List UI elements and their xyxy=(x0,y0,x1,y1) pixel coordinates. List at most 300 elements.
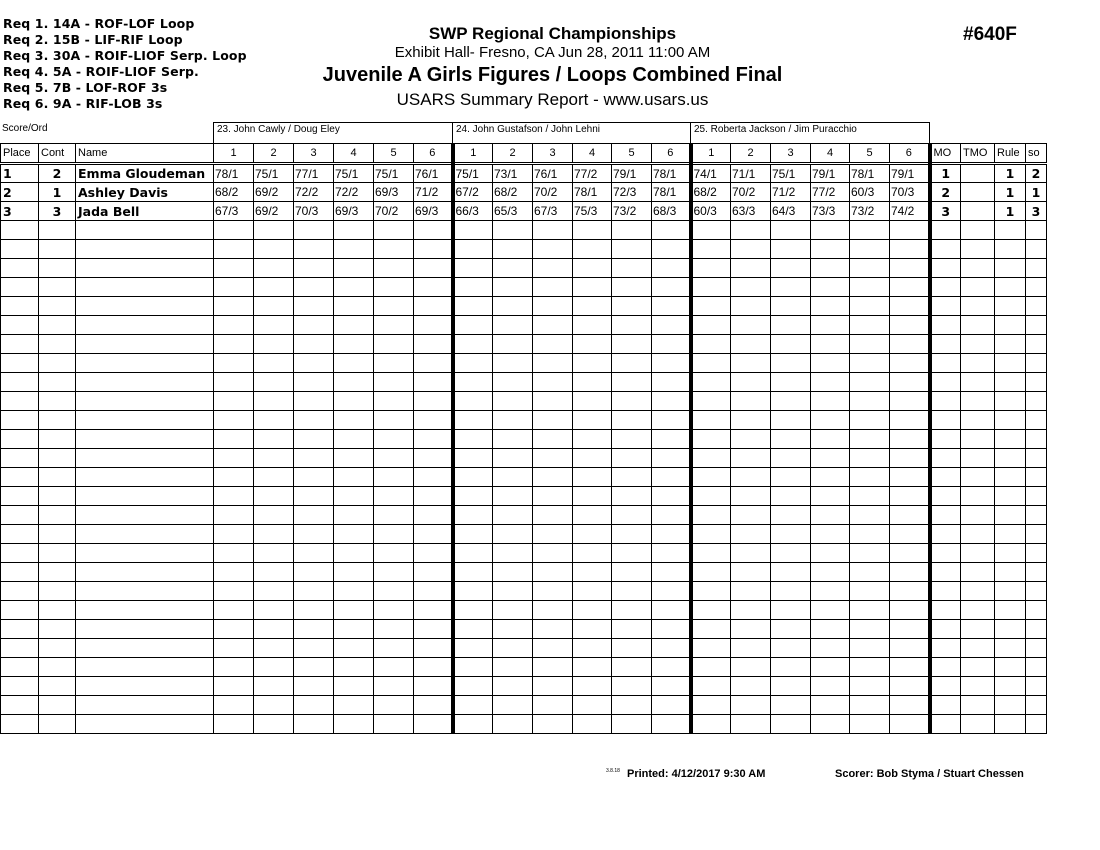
empty-cell xyxy=(890,715,930,734)
empty-cell xyxy=(1026,487,1047,506)
empty-cell xyxy=(294,715,334,734)
score-cell: 78/1 xyxy=(850,164,890,183)
empty-cell xyxy=(1026,639,1047,658)
empty-cell xyxy=(811,544,850,563)
empty-cell xyxy=(334,411,374,430)
empty-cell xyxy=(39,601,76,620)
empty-cell xyxy=(493,715,533,734)
empty-cell xyxy=(573,639,612,658)
empty-cell xyxy=(731,297,771,316)
empty-cell xyxy=(961,449,995,468)
empty-cell xyxy=(890,468,930,487)
header-row xyxy=(1,144,1047,164)
empty-cell xyxy=(493,506,533,525)
empty-cell xyxy=(1026,582,1047,601)
empty-cell xyxy=(995,240,1026,259)
empty-cell xyxy=(76,373,214,392)
empty-cell xyxy=(930,639,961,658)
empty-cell xyxy=(961,525,995,544)
empty-cell xyxy=(374,449,414,468)
empty-cell xyxy=(930,506,961,525)
empty-cell xyxy=(691,259,731,278)
empty-cell xyxy=(214,221,254,240)
empty-cell xyxy=(573,392,612,411)
score-cell: 68/2 xyxy=(691,183,731,202)
empty-cell xyxy=(453,354,493,373)
empty-cell xyxy=(214,335,254,354)
empty-cell xyxy=(771,715,811,734)
empty-cell xyxy=(930,278,961,297)
empty-cell xyxy=(1026,715,1047,734)
empty-cell xyxy=(254,449,294,468)
empty-cell xyxy=(294,430,334,449)
empty-cell xyxy=(493,278,533,297)
empty-cell xyxy=(612,582,652,601)
empty-cell xyxy=(961,240,995,259)
score-cell: 75/1 xyxy=(334,164,374,183)
rule-cell: 1 xyxy=(995,202,1026,221)
empty-cell xyxy=(214,544,254,563)
empty-cell xyxy=(493,582,533,601)
empty-cell xyxy=(691,563,731,582)
empty-cell xyxy=(731,354,771,373)
empty-cell xyxy=(961,601,995,620)
empty-cell xyxy=(652,601,691,620)
empty-cell xyxy=(294,506,334,525)
empty-cell xyxy=(214,677,254,696)
empty-cell xyxy=(731,259,771,278)
empty-cell xyxy=(453,677,493,696)
empty-cell xyxy=(1026,240,1047,259)
cont-cell: 1 xyxy=(39,183,76,202)
empty-cell xyxy=(254,240,294,259)
score-cell: 79/1 xyxy=(811,164,850,183)
col-header-j3-fig5: 5 xyxy=(850,144,890,164)
empty-cell xyxy=(890,582,930,601)
empty-cell xyxy=(930,525,961,544)
empty-cell xyxy=(414,696,453,715)
col-header-name: Name xyxy=(76,144,214,164)
empty-cell xyxy=(76,392,214,411)
empty-cell xyxy=(533,240,573,259)
score-cell: 78/1 xyxy=(214,164,254,183)
empty-cell xyxy=(453,525,493,544)
event-title: Juvenile A Girls Figures / Loops Combined Final xyxy=(322,64,783,86)
empty-cell xyxy=(612,715,652,734)
empty-cell xyxy=(771,620,811,639)
empty-cell xyxy=(612,373,652,392)
empty-cell xyxy=(850,335,890,354)
empty-cell xyxy=(76,563,214,582)
empty-cell xyxy=(573,335,612,354)
empty-cell xyxy=(214,449,254,468)
empty-cell xyxy=(1,354,39,373)
empty-cell xyxy=(771,468,811,487)
empty-cell xyxy=(39,221,76,240)
empty-cell xyxy=(493,487,533,506)
so-cell: 2 xyxy=(1026,164,1047,183)
requirement-item: Req 2. 15B - LIF-RIF Loop xyxy=(3,32,183,47)
empty-cell xyxy=(573,563,612,582)
empty-cell xyxy=(961,316,995,335)
empty-cell xyxy=(811,240,850,259)
empty-cell xyxy=(374,658,414,677)
empty-cell xyxy=(995,411,1026,430)
empty-cell xyxy=(890,297,930,316)
empty-cell xyxy=(414,373,453,392)
empty-cell xyxy=(691,430,731,449)
empty-cell xyxy=(453,430,493,449)
empty-cell xyxy=(652,316,691,335)
score-cell: 77/2 xyxy=(573,164,612,183)
empty-cell xyxy=(254,601,294,620)
empty-cell xyxy=(930,563,961,582)
empty-cell xyxy=(731,335,771,354)
empty-cell xyxy=(294,373,334,392)
empty-cell xyxy=(731,411,771,430)
empty-cell xyxy=(573,696,612,715)
score-cell: 72/3 xyxy=(612,183,652,202)
table-row xyxy=(1,183,1047,202)
col-header-j1-fig3: 3 xyxy=(294,144,334,164)
empty-cell xyxy=(691,316,731,335)
empty-row xyxy=(1,316,1047,335)
empty-cell xyxy=(930,582,961,601)
empty-cell xyxy=(731,373,771,392)
empty-cell xyxy=(334,278,374,297)
rule-cell: 1 xyxy=(995,164,1026,183)
empty-cell xyxy=(811,297,850,316)
empty-cell xyxy=(691,449,731,468)
empty-cell xyxy=(890,221,930,240)
empty-cell xyxy=(533,544,573,563)
empty-cell xyxy=(573,544,612,563)
empty-cell xyxy=(214,278,254,297)
empty-cell xyxy=(961,506,995,525)
empty-row xyxy=(1,677,1047,696)
empty-cell xyxy=(414,278,453,297)
empty-cell xyxy=(691,658,731,677)
empty-cell xyxy=(294,677,334,696)
empty-cell xyxy=(771,544,811,563)
empty-cell xyxy=(493,563,533,582)
empty-cell xyxy=(414,316,453,335)
empty-cell xyxy=(731,278,771,297)
empty-row xyxy=(1,392,1047,411)
empty-cell xyxy=(254,411,294,430)
empty-cell xyxy=(652,373,691,392)
score-cell: 69/2 xyxy=(254,183,294,202)
score-cell: 78/1 xyxy=(573,183,612,202)
empty-cell xyxy=(811,639,850,658)
empty-cell xyxy=(294,601,334,620)
rule-cell: 1 xyxy=(995,183,1026,202)
empty-cell xyxy=(731,620,771,639)
col-header-j3-fig1: 1 xyxy=(691,144,731,164)
empty-cell xyxy=(771,525,811,544)
empty-cell xyxy=(573,221,612,240)
col-header-j3-fig4: 4 xyxy=(811,144,850,164)
empty-cell xyxy=(890,411,930,430)
empty-cell xyxy=(254,354,294,373)
empty-cell xyxy=(453,297,493,316)
empty-cell xyxy=(1026,696,1047,715)
empty-cell xyxy=(76,582,214,601)
empty-cell xyxy=(850,601,890,620)
empty-cell xyxy=(850,487,890,506)
empty-cell xyxy=(995,563,1026,582)
empty-cell xyxy=(995,392,1026,411)
empty-cell xyxy=(995,278,1026,297)
empty-cell xyxy=(1,620,39,639)
empty-cell xyxy=(850,582,890,601)
empty-cell xyxy=(334,373,374,392)
empty-cell xyxy=(414,582,453,601)
empty-cell xyxy=(961,278,995,297)
empty-cell xyxy=(1,582,39,601)
empty-row xyxy=(1,658,1047,677)
empty-cell xyxy=(961,639,995,658)
col-header-j2-fig4: 4 xyxy=(573,144,612,164)
empty-cell xyxy=(374,620,414,639)
empty-cell xyxy=(254,278,294,297)
empty-cell xyxy=(453,601,493,620)
empty-cell xyxy=(254,335,294,354)
empty-cell xyxy=(254,696,294,715)
empty-cell xyxy=(612,639,652,658)
empty-cell xyxy=(493,658,533,677)
score-cell: 77/2 xyxy=(811,183,850,202)
empty-cell xyxy=(890,392,930,411)
empty-cell xyxy=(334,563,374,582)
empty-cell xyxy=(930,487,961,506)
empty-cell xyxy=(1,563,39,582)
empty-cell xyxy=(1026,259,1047,278)
empty-cell xyxy=(691,221,731,240)
empty-cell xyxy=(374,563,414,582)
empty-cell xyxy=(691,411,731,430)
empty-cell xyxy=(533,392,573,411)
col-header-j3-fig6: 6 xyxy=(890,144,930,164)
empty-cell xyxy=(414,335,453,354)
empty-cell xyxy=(214,525,254,544)
empty-cell xyxy=(771,411,811,430)
empty-cell xyxy=(573,601,612,620)
empty-cell xyxy=(961,544,995,563)
empty-row xyxy=(1,221,1047,240)
empty-cell xyxy=(612,487,652,506)
empty-cell xyxy=(573,316,612,335)
empty-cell xyxy=(731,544,771,563)
empty-cell xyxy=(1,449,39,468)
empty-cell xyxy=(76,468,214,487)
empty-cell xyxy=(995,658,1026,677)
empty-row xyxy=(1,373,1047,392)
empty-cell xyxy=(573,620,612,639)
score-cell: 70/3 xyxy=(294,202,334,221)
empty-cell xyxy=(652,297,691,316)
score-cell: 72/2 xyxy=(294,183,334,202)
venue-datetime: Exhibit Hall- Fresno, CA Jun 28, 2011 11:00 AM xyxy=(394,44,711,61)
empty-cell xyxy=(995,715,1026,734)
empty-cell xyxy=(374,544,414,563)
empty-cell xyxy=(930,221,961,240)
empty-cell xyxy=(612,658,652,677)
empty-cell xyxy=(771,278,811,297)
empty-cell xyxy=(214,487,254,506)
empty-cell xyxy=(214,373,254,392)
empty-cell xyxy=(1,411,39,430)
empty-cell xyxy=(334,430,374,449)
empty-cell xyxy=(374,468,414,487)
empty-cell xyxy=(76,525,214,544)
empty-cell xyxy=(811,354,850,373)
empty-cell xyxy=(771,392,811,411)
empty-cell xyxy=(890,544,930,563)
empty-cell xyxy=(39,696,76,715)
empty-cell xyxy=(811,316,850,335)
cont-cell: 3 xyxy=(39,202,76,221)
empty-cell xyxy=(612,259,652,278)
empty-cell xyxy=(1026,620,1047,639)
empty-cell xyxy=(294,259,334,278)
empty-cell xyxy=(995,487,1026,506)
empty-cell xyxy=(453,487,493,506)
event-number: #640F xyxy=(963,24,1017,45)
empty-cell xyxy=(652,259,691,278)
empty-cell xyxy=(995,506,1026,525)
empty-cell xyxy=(414,468,453,487)
empty-cell xyxy=(76,696,214,715)
empty-cell xyxy=(414,449,453,468)
empty-cell xyxy=(731,316,771,335)
empty-cell xyxy=(414,658,453,677)
empty-cell xyxy=(374,221,414,240)
empty-cell xyxy=(612,563,652,582)
score-cell: 70/2 xyxy=(533,183,573,202)
empty-cell xyxy=(691,544,731,563)
requirement-item: Req 5. 7B - LOF-ROF 3s xyxy=(3,80,168,95)
empty-cell xyxy=(374,430,414,449)
empty-row xyxy=(1,430,1047,449)
empty-cell xyxy=(214,297,254,316)
empty-cell xyxy=(573,487,612,506)
empty-cell xyxy=(493,335,533,354)
requirement-item: Req 6. 9A - RIF-LOB 3s xyxy=(3,96,163,111)
empty-cell xyxy=(374,639,414,658)
empty-cell xyxy=(930,354,961,373)
empty-cell xyxy=(533,677,573,696)
empty-cell xyxy=(771,373,811,392)
empty-cell xyxy=(1026,392,1047,411)
empty-cell xyxy=(39,658,76,677)
empty-cell xyxy=(890,278,930,297)
empty-cell xyxy=(1,506,39,525)
col-header-j2-fig5: 5 xyxy=(612,144,652,164)
empty-cell xyxy=(731,658,771,677)
score-cell: 70/2 xyxy=(374,202,414,221)
score-cell: 74/1 xyxy=(691,164,731,183)
empty-cell xyxy=(731,677,771,696)
empty-cell xyxy=(254,677,294,696)
empty-cell xyxy=(691,354,731,373)
col-header-so: so xyxy=(1026,144,1047,164)
empty-cell xyxy=(850,354,890,373)
empty-cell xyxy=(533,221,573,240)
empty-cell xyxy=(453,715,493,734)
empty-cell xyxy=(374,487,414,506)
score-cell: 72/2 xyxy=(334,183,374,202)
empty-cell xyxy=(374,316,414,335)
empty-cell xyxy=(414,620,453,639)
empty-cell xyxy=(374,525,414,544)
empty-cell xyxy=(890,639,930,658)
empty-cell xyxy=(334,506,374,525)
empty-cell xyxy=(294,487,334,506)
empty-cell xyxy=(294,316,334,335)
score-cell: 73/2 xyxy=(612,202,652,221)
empty-cell xyxy=(890,601,930,620)
empty-cell xyxy=(414,639,453,658)
empty-cell xyxy=(76,620,214,639)
empty-cell xyxy=(890,525,930,544)
empty-cell xyxy=(294,525,334,544)
empty-cell xyxy=(254,373,294,392)
empty-cell xyxy=(890,373,930,392)
empty-cell xyxy=(76,639,214,658)
empty-cell xyxy=(414,544,453,563)
empty-cell xyxy=(771,677,811,696)
empty-cell xyxy=(890,259,930,278)
empty-cell xyxy=(334,658,374,677)
empty-cell xyxy=(850,506,890,525)
empty-cell xyxy=(930,430,961,449)
empty-cell xyxy=(995,639,1026,658)
empty-cell xyxy=(930,316,961,335)
empty-cell xyxy=(334,240,374,259)
empty-cell xyxy=(1026,544,1047,563)
empty-cell xyxy=(930,392,961,411)
empty-row xyxy=(1,620,1047,639)
cont-cell: 2 xyxy=(39,164,76,183)
empty-cell xyxy=(850,715,890,734)
empty-cell xyxy=(1,601,39,620)
empty-cell xyxy=(771,506,811,525)
empty-cell xyxy=(1,240,39,259)
empty-cell xyxy=(995,544,1026,563)
empty-cell xyxy=(890,316,930,335)
empty-cell xyxy=(39,677,76,696)
empty-cell xyxy=(334,601,374,620)
empty-cell xyxy=(731,449,771,468)
empty-cell xyxy=(573,658,612,677)
score-cell: 66/3 xyxy=(453,202,493,221)
empty-cell xyxy=(890,354,930,373)
empty-cell xyxy=(930,335,961,354)
empty-cell xyxy=(533,316,573,335)
empty-cell xyxy=(961,468,995,487)
empty-cell xyxy=(731,639,771,658)
empty-cell xyxy=(76,601,214,620)
empty-cell xyxy=(214,639,254,658)
empty-cell xyxy=(374,335,414,354)
empty-cell xyxy=(961,411,995,430)
empty-cell xyxy=(961,563,995,582)
empty-cell xyxy=(533,715,573,734)
empty-cell xyxy=(453,639,493,658)
empty-cell xyxy=(1,297,39,316)
empty-cell xyxy=(294,335,334,354)
